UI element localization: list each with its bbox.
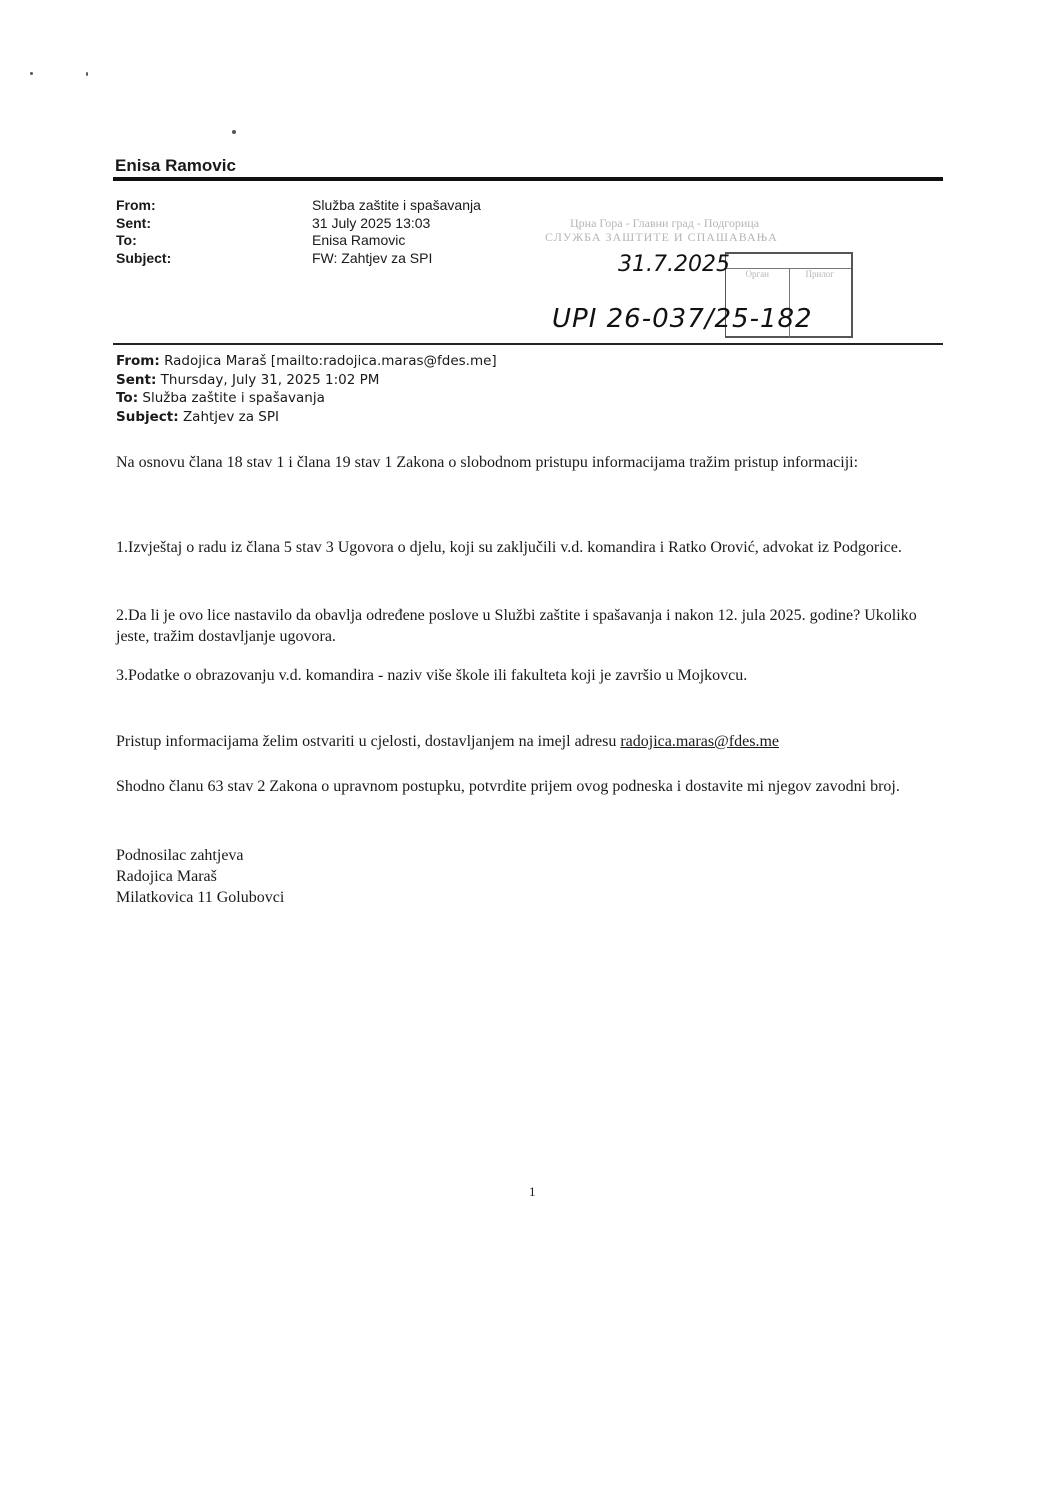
forward-divider	[113, 343, 943, 345]
delivery-paragraph	[116, 731, 946, 752]
scan-speck	[86, 72, 88, 76]
delivery-email-link[interactable]: radojica.maras@fdes.me	[620, 733, 779, 750]
delivery-text: Pristup informacijama želim ostvariti u cjelosti, dostavljanjem na imejl adresu	[116, 733, 621, 750]
meta-to-label: To:	[116, 232, 137, 248]
request-item-3: 3.Podatke o obrazovanju v.d. komandira - naziv više škole ili fakulteta koji je završio u Mojkovcu.	[116, 667, 748, 684]
registry-stamp	[530, 212, 850, 337]
meta-sent-label: Sent:	[116, 214, 151, 231]
intro-paragraph: Na osnovu člana 18 stav 1 i člana 19 stav 1 Zakona o slobodnom pristupu informacijama tražim pristup informaciji:	[116, 454, 859, 471]
request-item-1: 1.Izvještaj o radu iz člana 5 stav 3 Ugovora o djelu, koji su zaključili v.d. komandira i Ratko Orović, advokat iz Podgorice.	[116, 539, 902, 556]
stamp-col-organ: Орган	[726, 268, 790, 337]
signature-name: Radojica Maraš	[116, 868, 217, 885]
header-divider	[113, 177, 943, 181]
stamp-line1: Црна Гора - Главни град - Подгорица	[570, 216, 760, 230]
stamp-line2: СЛУЖБА ЗАШТИТЕ И СПАШАВАЊА	[545, 230, 778, 244]
mailbox-owner-name: Enisa Ramovic	[115, 156, 236, 175]
meta-from-label: From:	[116, 197, 156, 213]
scan-speck	[232, 130, 236, 134]
signature-block	[116, 845, 946, 908]
meta-subject-label: Subject:	[116, 249, 172, 266]
fwd-to-value: Služba zaštite i spašavanja	[142, 390, 325, 406]
fwd-sent-value: Thursday, July 31, 2025 1:02 PM	[160, 371, 380, 388]
scan-speck	[30, 72, 33, 75]
fwd-subject-value: Zahtjev za SPI	[182, 408, 279, 425]
stamp-col-prilog: Прилог	[789, 268, 852, 337]
page-number: 1	[529, 1184, 536, 1199]
confirm-paragraph: Shodno članu 63 stav 2 Zakona o upravnom postupku, potvrdite prijem ovog podneska i dostavite mi njegov zavodni broj.	[116, 778, 900, 795]
fwd-from-value: Radojica Maraš [mailto:radojica.maras@fdes.me]	[164, 353, 497, 369]
meta-to-value: Enisa Ramovic	[312, 232, 406, 248]
stamp-handwritten-number: UPI 26-037/25-182	[552, 304, 813, 334]
meta-from-value: Služba zaštite i spašavanja	[312, 197, 481, 213]
meta-subject-value: FW: Zahtjev za SPI	[312, 249, 433, 266]
signature-label: Podnosilac zahtjeva	[116, 847, 244, 864]
forwarded-header	[116, 352, 497, 426]
signature-address: Milatkovica 11 Golubovci	[116, 889, 285, 906]
fwd-from-label: From:	[116, 353, 160, 369]
fwd-subject-label: Subject:	[116, 408, 179, 425]
meta-sent-value: 31 July 2025 13:03	[312, 214, 431, 231]
stamp-handwritten-date: 31.7.2025	[618, 252, 730, 277]
request-item-2: 2.Da li je ovo lice nastavilo da obavlja određene poslove u Službi zaštite i spašavanja i nakon 12. jula 2025. godine? Ukoliko jeste, tražim dostavljanje ugovora.	[116, 607, 917, 645]
email-meta	[116, 197, 481, 267]
fwd-sent-label: Sent:	[116, 371, 157, 388]
fwd-to-label: To:	[116, 390, 139, 406]
